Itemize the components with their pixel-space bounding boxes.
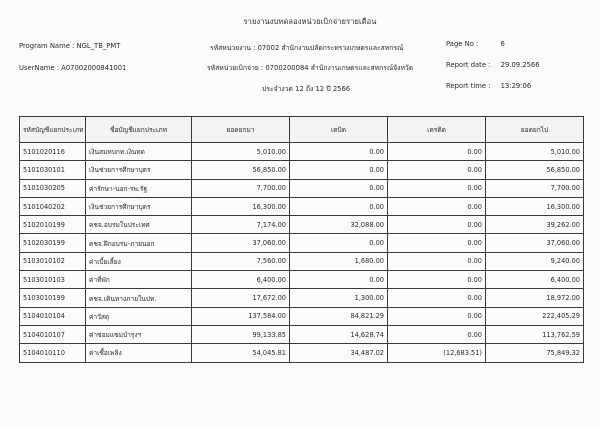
closing-balance: 37,060.00 bbox=[486, 234, 584, 252]
table-row bbox=[20, 271, 584, 289]
credit: 0.00 bbox=[388, 252, 486, 270]
date-value: 29.09.2566 bbox=[500, 61, 540, 69]
debit: 0.00 bbox=[290, 234, 388, 252]
account-name: ค่าที่พัก bbox=[86, 271, 192, 289]
credit: 0.00 bbox=[388, 179, 486, 197]
account-code: 5104010107 bbox=[20, 325, 86, 343]
account-name: ค่าเบี้ยเลี้ยง bbox=[86, 252, 192, 270]
closing-balance: 39,262.00 bbox=[486, 216, 584, 234]
credit: 0.00 bbox=[388, 271, 486, 289]
credit: 0.00 bbox=[388, 234, 486, 252]
account-code: 5101030101 bbox=[20, 161, 86, 179]
account-name: คชจ.ฝึกอบรม-ภายนอก bbox=[86, 234, 192, 252]
table-row bbox=[20, 197, 584, 215]
debit: 1,680.00 bbox=[290, 252, 388, 270]
debit: 84,821.29 bbox=[290, 307, 388, 325]
credit: 0.00 bbox=[388, 289, 486, 307]
opening-balance: 7,174.00 bbox=[192, 216, 290, 234]
account-name: เงินช่วยการศึกษาบุตร bbox=[86, 161, 192, 179]
page-number bbox=[446, 40, 505, 48]
credit: 0.00 bbox=[388, 216, 486, 234]
closing-balance: 7,700.00 bbox=[486, 179, 584, 197]
table-row bbox=[20, 307, 584, 325]
debit: 14,628.74 bbox=[290, 325, 388, 343]
account-code: 5102030199 bbox=[20, 234, 86, 252]
debit: 0.00 bbox=[290, 179, 388, 197]
debit: 0.00 bbox=[290, 161, 388, 179]
account-code: 5101020116 bbox=[20, 143, 86, 161]
closing-balance: 9,240.00 bbox=[486, 252, 584, 270]
time-label: Report time : bbox=[446, 82, 491, 90]
date-label: Report date : bbox=[446, 61, 491, 69]
account-code: 5101030205 bbox=[20, 179, 86, 197]
opening-balance: 7,560.00 bbox=[192, 252, 290, 270]
header-account-name: ชื่อบัญชีแยกประเภท bbox=[86, 117, 192, 143]
opening-balance: 5,010.00 bbox=[192, 143, 290, 161]
header-account-code: รหัสบัญชีแยกประเภท bbox=[20, 117, 86, 143]
header-closing-balance: ยอดยกไป bbox=[486, 117, 584, 143]
account-name: ค่าเชื้อเพลิง bbox=[86, 344, 192, 362]
program-label: Program Name : bbox=[19, 42, 75, 50]
table-row bbox=[20, 344, 584, 362]
header-credit: เครดิต bbox=[388, 117, 486, 143]
agency-line: รหัสหน่วยงาน : 07002 สำนักงานปลัดกระทรวงเกษตรและสหกรณ์ bbox=[210, 44, 404, 52]
opening-balance: 17,672.00 bbox=[192, 289, 290, 307]
disbursing-line: รหัสหน่วยเบิกจ่าย : 0700200084 สำนักงานเกษตรและสหกรณ์จังหวัด bbox=[207, 64, 414, 72]
opening-balance: 54,045.81 bbox=[192, 344, 290, 362]
debit: 0.00 bbox=[290, 271, 388, 289]
table-row bbox=[20, 216, 584, 234]
report-title: รายงานงบทดลองหน่วยเบิกจ่ายรายเดือน bbox=[243, 17, 377, 26]
username-label: UserName : bbox=[19, 64, 59, 72]
account-name: เงินสมทบกท.เงินทด bbox=[86, 143, 192, 161]
opening-balance: 37,060.00 bbox=[192, 234, 290, 252]
opening-balance: 137,584.00 bbox=[192, 307, 290, 325]
table-row bbox=[20, 179, 584, 197]
account-name: ค่ารักษา-นอก-รพ.รัฐ bbox=[86, 179, 192, 197]
debit: 1,300.00 bbox=[290, 289, 388, 307]
header-debit: เดบิต bbox=[290, 117, 388, 143]
debit: 0.00 bbox=[290, 197, 388, 215]
period-line: ประจำงวด 12 ถึง 12 ปี 2566 bbox=[262, 85, 351, 93]
credit: (12,683.51) bbox=[388, 344, 486, 362]
trial-balance-table bbox=[19, 116, 584, 363]
table-row bbox=[20, 289, 584, 307]
account-name: เงินช่วยการศึกษาบุตร bbox=[86, 197, 192, 215]
account-name: ค่าวัสดุ bbox=[86, 307, 192, 325]
opening-balance: 16,300.00 bbox=[192, 197, 290, 215]
debit: 34,487.02 bbox=[290, 344, 388, 362]
account-code: 5104010110 bbox=[20, 344, 86, 362]
report-date bbox=[446, 61, 540, 69]
report-time bbox=[446, 82, 531, 90]
account-code: 5102010199 bbox=[20, 216, 86, 234]
account-code: 5103010102 bbox=[20, 252, 86, 270]
debit: 32,088.00 bbox=[290, 216, 388, 234]
account-name: ค่าซ่อมแซมบำรุงฯ bbox=[86, 325, 192, 343]
table-row bbox=[20, 161, 584, 179]
closing-balance: 75,849.32 bbox=[486, 344, 584, 362]
account-code: 5101040202 bbox=[20, 197, 86, 215]
table-row bbox=[20, 143, 584, 161]
closing-balance: 113,762.59 bbox=[486, 325, 584, 343]
closing-balance: 222,405.29 bbox=[486, 307, 584, 325]
username-value: A07002000841001 bbox=[61, 64, 127, 72]
closing-balance: 56,850.00 bbox=[486, 161, 584, 179]
table-row bbox=[20, 252, 584, 270]
table-row bbox=[20, 234, 584, 252]
opening-balance: 56,850.00 bbox=[192, 161, 290, 179]
time-value: 13:29:06 bbox=[500, 82, 532, 90]
opening-balance: 6,400.00 bbox=[192, 271, 290, 289]
table-header-row bbox=[20, 117, 584, 143]
page-value: 6 bbox=[500, 40, 505, 48]
closing-balance: 16,300.00 bbox=[486, 197, 584, 215]
credit: 0.00 bbox=[388, 197, 486, 215]
program-value: NGL_TB_PMT bbox=[76, 42, 121, 50]
header-opening-balance: ยอดยกมา bbox=[192, 117, 290, 143]
credit: 0.00 bbox=[388, 307, 486, 325]
account-code: 5104010104 bbox=[20, 307, 86, 325]
program-name bbox=[19, 42, 120, 50]
closing-balance: 5,010.00 bbox=[486, 143, 584, 161]
page-label: Page No : bbox=[446, 40, 479, 48]
account-code: 5103010103 bbox=[20, 271, 86, 289]
opening-balance: 7,700.00 bbox=[192, 179, 290, 197]
credit: 0.00 bbox=[388, 325, 486, 343]
credit: 0.00 bbox=[388, 161, 486, 179]
closing-balance: 18,972.00 bbox=[486, 289, 584, 307]
closing-balance: 6,400.00 bbox=[486, 271, 584, 289]
account-code: 5103010199 bbox=[20, 289, 86, 307]
debit: 0.00 bbox=[290, 143, 388, 161]
username bbox=[19, 64, 126, 72]
credit: 0.00 bbox=[388, 143, 486, 161]
opening-balance: 99,133.85 bbox=[192, 325, 290, 343]
account-name: คชจ.อบรมในประเทศ bbox=[86, 216, 192, 234]
table-row bbox=[20, 325, 584, 343]
account-name: คชจ.เดินทางภายในปท. bbox=[86, 289, 192, 307]
